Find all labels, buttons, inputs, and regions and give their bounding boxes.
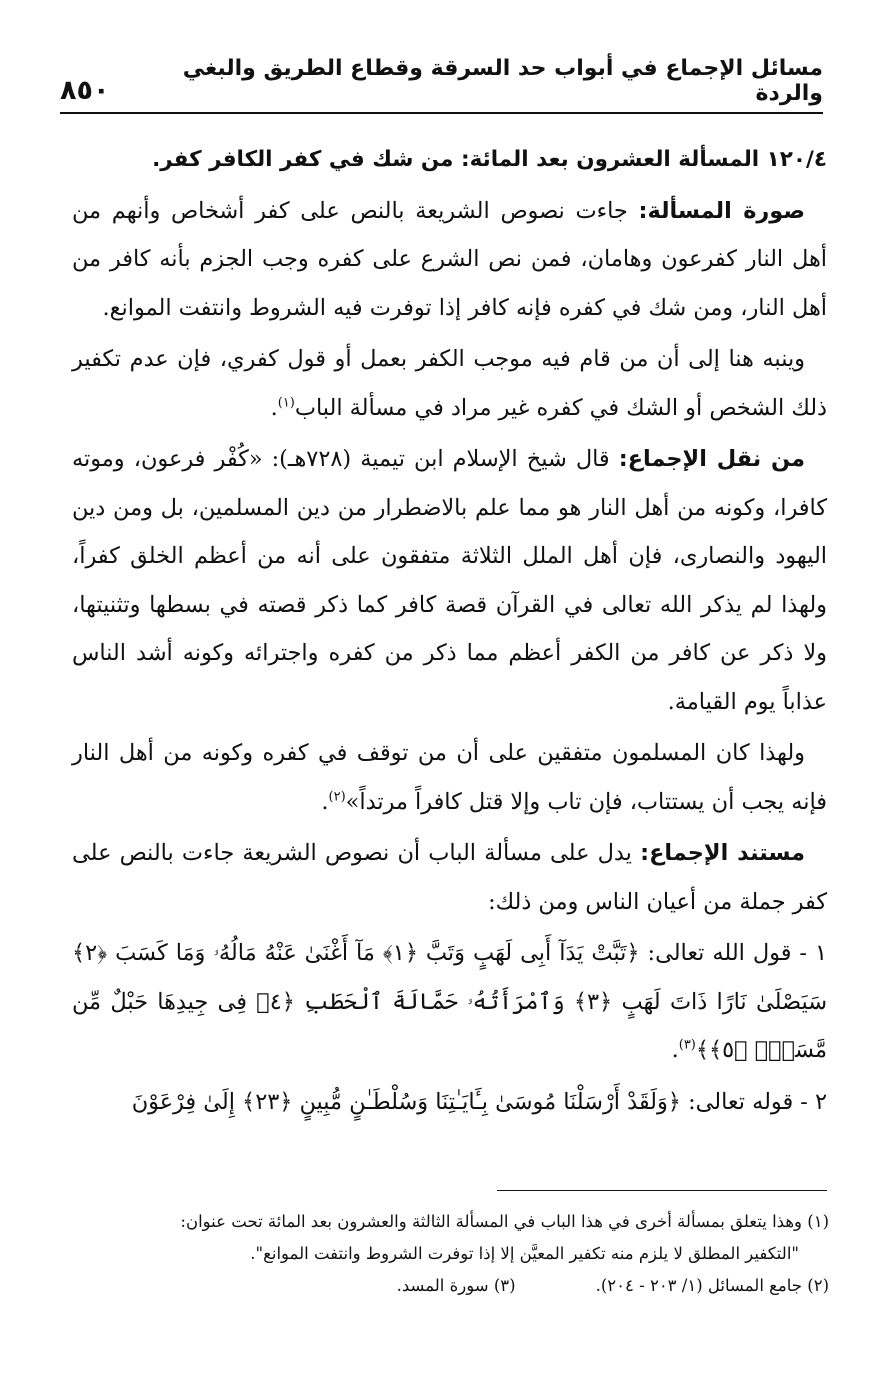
evidence-1-label: ١ - قول الله تعالى: xyxy=(647,940,828,966)
footnote-divider xyxy=(497,1190,827,1191)
footnote-ref-1: (١) xyxy=(277,395,295,411)
form-paragraph xyxy=(72,187,827,333)
footnote-1-quote: "التكفير المطلق لا يلزم منه تكفير المعيَّن إلا إذا توفرت الشروط وانتفت الموانع". xyxy=(250,1244,799,1263)
form-label: صورة المسألة: xyxy=(638,197,805,224)
note-text: وينبه هنا إلى أن من قام فيه موجب الكفر بعمل أو قول كفري، فإن عدم تكفير ذلك الشخص أو الشك في كفره غير مراد في مسألة الباب xyxy=(72,346,827,421)
transmission-paragraph xyxy=(72,435,827,726)
evidence-1-verse: ﴿تَبَّتْ يَدَآ أَبِى لَهَبٍ وَتَبَّ ﴿١﴾ مَآ أَغْنَىٰ عَنْهُ مَالُهُۥ وَمَا كَسَبَ ﴿٢﴾ سَيَصْلَىٰ نَارًا ذَاتَ لَهَبٍ ﴿٣﴾ وَٱمْرَأَتُهُۥ حَمَّالَةَ ٱلْحَطَبِ ﴿٤﴾ فِى جِيدِهَا حَبْلٌ مِّن مَّسَدٍۭ ﴿٥﴾﴾ xyxy=(72,940,827,1063)
running-header xyxy=(60,56,823,114)
transmission-label: من نقل الإجماع: xyxy=(618,446,806,472)
form-text: جاءت نصوص الشريعة بالنص على كفر أشخاص وأنهم من أهل النار كفرعون وهامان، فمن نص الشرع على كفره وجب الجزم بأنه كافر من أهل النار، ومن شك في كفره فإنه كافر إذا توفرت فيه الشروط وانتفت الموانع. xyxy=(72,197,827,321)
issue-title: ١٢٠/٤ المسألة العشرون بعد المائة: من شك في كفر الكافر كفر. xyxy=(152,147,827,172)
evidence-1-end: . xyxy=(671,1037,679,1063)
footnote-row-2-3 xyxy=(72,1270,829,1302)
evidence-2-paragraph xyxy=(72,1078,827,1127)
continuation-paragraph xyxy=(72,729,827,826)
footnote-1: (١) وهذا يتعلق بمسألة أخرى في هذا الباب في المسألة الثالثة والعشرون بعد المائة تحت عنوان: xyxy=(180,1212,829,1231)
footnotes xyxy=(72,1206,829,1302)
main-text xyxy=(72,136,827,1129)
note-paragraph xyxy=(72,335,827,432)
continuation-text: ولهذا كان المسلمون متفقين على أن من توقف في كفره وكونه من أهل النار فإنه يجب أن يستتاب، فإن تاب وإلا قتل كافراً مرتداً» xyxy=(72,740,827,815)
footnote-2: (٢) جامع المسائل (١/ ٢٠٣ - ٢٠٤). xyxy=(595,1276,829,1295)
footnote-gap xyxy=(516,1270,596,1302)
basis-paragraph xyxy=(72,829,827,926)
basis-text: يدل على مسألة الباب أن نصوص الشريعة جاءت بالنص على كفر جملة من أعيان الناس ومن ذلك: xyxy=(72,840,827,915)
transmission-text: قال شيخ الإسلام ابن تيمية (٧٢٨هـ): «كُفْر فرعون، وموته كافرا، وكونه من أهل النار هو مما علم بالاضطرار من دين المسلمين، بل ومن دين اليهود والنصارى، فإن أهل الملل الثلاثة متفقون على أنه من أعظم الخلق كفراً، ولهذا لم يذكر الله تعالى في القرآن قصة كافر كما ذكر قصته في بسطها وتثنيتها، ولا ذكر عن كافر من الكفر أعظم مما ذكر من كفره واجترائه وكونه أشد الناس عذاباً يوم القيامة. xyxy=(72,446,827,715)
basis-label: مستند الإجماع: xyxy=(640,840,805,866)
evidence-2-verse: ﴿وَلَقَدْ أَرْسَلْنَا مُوسَىٰ بِـَٔايَـٰتِنَا وَسُلْطَـٰنٍ مُّبِينٍ ﴿٢٣﴾ إِلَىٰ فِرْعَوْنَ xyxy=(131,1088,681,1115)
footnote-3: (٣) سورة المسد. xyxy=(396,1276,516,1295)
evidence-1-paragraph xyxy=(72,929,827,1075)
footnote-ref-3: (٣) xyxy=(678,1037,696,1053)
running-title: مسائل الإجماع في أبواب حد السرقة وقطاع الطريق والبغي والردة xyxy=(182,56,823,106)
note-end: . xyxy=(270,394,278,421)
footnote-ref-2: (٢) xyxy=(328,789,346,805)
page-number: ٨٥٠ xyxy=(60,75,110,106)
continuation-end: . xyxy=(321,788,329,815)
evidence-2-label: ٢ - قوله تعالى: xyxy=(688,1088,827,1115)
